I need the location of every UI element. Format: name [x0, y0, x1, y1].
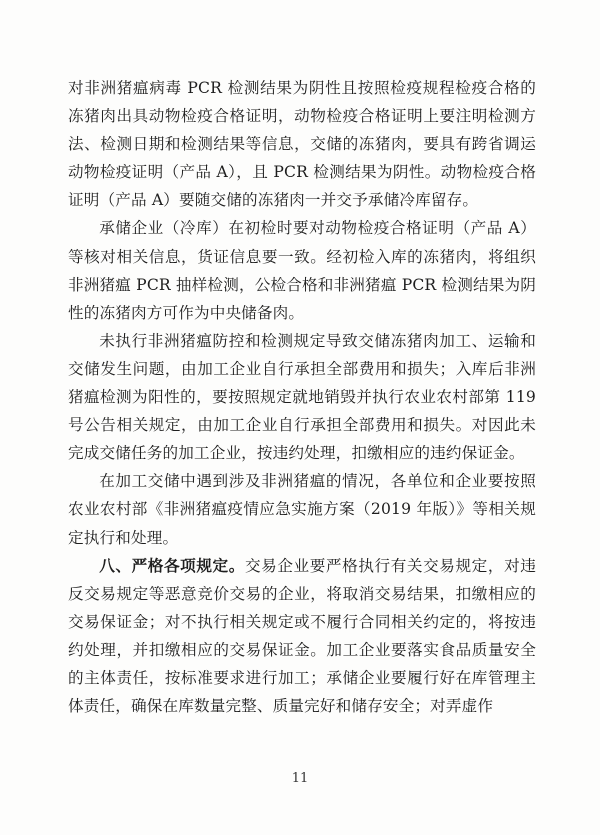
paragraph-continuation: 对非洲猪瘟病毒 PCR 检测结果为阴性且按照检疫规程检疫合格的冻猪肉出具动物检疫合格证明，动物检疫合格证明上要注明检测方法、检测日期和检测结果等信息，交储的冻猪肉，要具有跨省调运动物检疫证明（产品 A），且 PCR 检测结果为阴性。动物检疫合格证明（产品 A）要随交储的冻猪肉一并交予承储冷库留存。 [68, 79, 536, 210]
section-eight-heading: 八、严格各项规定。 [99, 556, 245, 575]
page-number: 11 [291, 771, 309, 786]
paragraph-storage-inspection: 承储企业（冷库）在初检时要对动物检疫合格证明（产品 A）等核对相关信息，货证信息要一致。经初检入库的冻猪肉，将组织非洲猪瘟 PCR 抽样检测，公检合格和非洲猪瘟 PCR 检测结果为阴性的冻猪肉方可作为中央储备肉。 [68, 219, 536, 322]
paragraph-liability: 未执行非洲猪瘟防控和检测规定导致交储冻猪肉加工、运输和交储发生问题，由加工企业自行承担全部费用和损失；入库后非洲猪瘟检测为阳性的，要按照规定就地销毁并执行农业农村部第 119 号公告相关规定，由加工企业自行承担全部费用和损失。对因此未完成交储任务的加工企业，按违约处理，扣缴相应的违约保证金。 [68, 331, 536, 463]
body-text [68, 74, 536, 720]
section-eight-text: 交易企业要严格执行有关交易规定，对违反交易规定等恶意竞价交易的企业，将取消交易结果，扣缴相应的交易保证金；对不执行相关规定或不履行合同相关约定的，将按违约处理，并扣缴相应的交易保证金。加工企业要落实食品质量安全的主体责任，按标准要求进行加工；承储企业要履行好在库管理主体责任，确保在库数量完整、质量完好和储存安全；对弄虚作 [68, 556, 537, 716]
section-eight [68, 552, 536, 721]
paragraph-emergency-handling: 在加工交储中遇到涉及非洲猪瘟的情况，各单位和企业要按照农业农村部《非洲猪瘟疫情应急实施方案（2019 年版）》等相关规定执行和处理。 [68, 472, 536, 547]
